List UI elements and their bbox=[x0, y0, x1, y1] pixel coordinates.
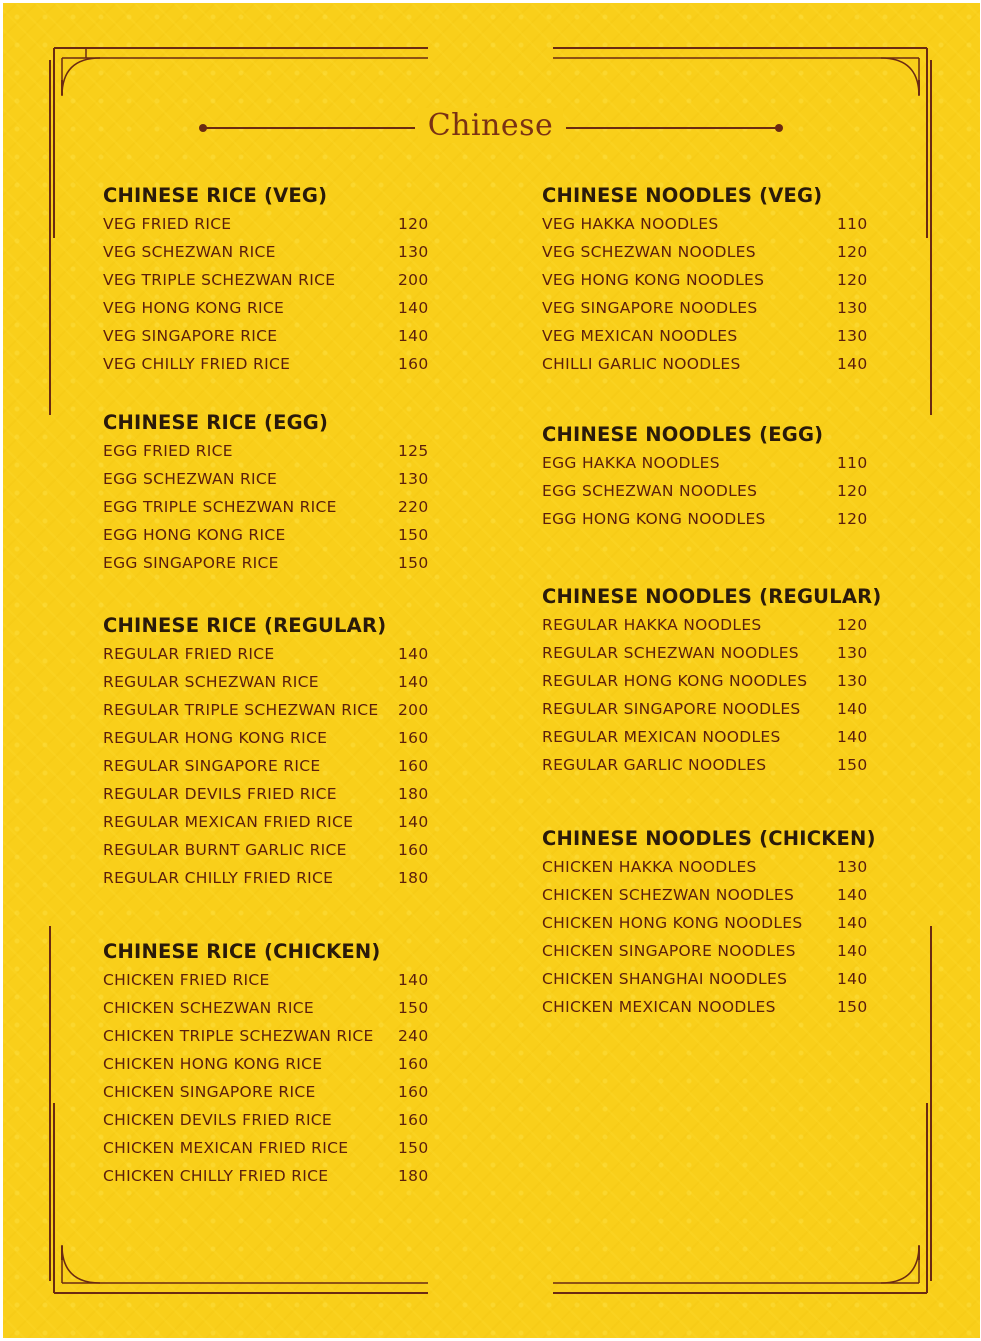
menu-item bbox=[542, 667, 881, 695]
item-price: 150 bbox=[398, 1139, 429, 1157]
item-price: 150 bbox=[398, 526, 429, 544]
item-price: 140 bbox=[398, 673, 429, 691]
item-name: REGULAR SINGAPORE NOODLES bbox=[542, 700, 801, 718]
menu-item bbox=[542, 965, 876, 993]
menu-item bbox=[542, 695, 881, 723]
section-title: CHINESE RICE (CHICKEN) bbox=[103, 940, 381, 963]
item-price: 150 bbox=[837, 998, 868, 1016]
item-name: VEG HONG KONG RICE bbox=[103, 299, 285, 317]
item-name: CHICKEN MEXICAN FRIED RICE bbox=[103, 1139, 349, 1157]
item-name: VEG MEXICAN NOODLES bbox=[542, 327, 738, 345]
menu-item bbox=[103, 210, 429, 238]
item-name: REGULAR SCHEZWAN RICE bbox=[103, 673, 319, 691]
item-name: VEG FRIED RICE bbox=[103, 215, 232, 233]
menu-item bbox=[103, 1078, 429, 1106]
menu-item bbox=[103, 1022, 429, 1050]
item-price: 150 bbox=[837, 756, 868, 774]
menu-item bbox=[542, 505, 868, 533]
item-price: 120 bbox=[837, 616, 868, 634]
menu-item bbox=[103, 322, 429, 350]
menu-item bbox=[103, 266, 429, 294]
item-name: REGULAR SCHEZWAN NOODLES bbox=[542, 644, 799, 662]
menu-item bbox=[542, 322, 868, 350]
menu-item bbox=[103, 350, 429, 378]
section-title: CHINESE NOODLES (VEG) bbox=[542, 184, 823, 207]
item-price: 140 bbox=[837, 942, 868, 960]
item-price: 120 bbox=[837, 271, 868, 289]
menu-item bbox=[542, 294, 868, 322]
item-name: REGULAR HAKKA NOODLES bbox=[542, 616, 762, 634]
item-name: EGG SINGAPORE RICE bbox=[103, 554, 279, 572]
item-name: CHICKEN HAKKA NOODLES bbox=[542, 858, 757, 876]
item-price: 140 bbox=[398, 813, 429, 831]
item-name: VEG SINGAPORE NOODLES bbox=[542, 299, 758, 317]
item-price: 140 bbox=[398, 645, 429, 663]
item-price: 140 bbox=[837, 970, 868, 988]
item-price: 160 bbox=[398, 841, 429, 859]
menu-item bbox=[103, 1106, 429, 1134]
menu-item bbox=[103, 1134, 429, 1162]
menu-item bbox=[103, 493, 429, 521]
item-name: REGULAR GARLIC NOODLES bbox=[542, 756, 767, 774]
section-title: CHINESE RICE (REGULAR) bbox=[103, 614, 387, 637]
menu-item bbox=[103, 437, 429, 465]
item-name: CHICKEN MEXICAN NOODLES bbox=[542, 998, 776, 1016]
item-price: 240 bbox=[398, 1027, 429, 1045]
menu-item bbox=[103, 966, 429, 994]
item-name: VEG SINGAPORE RICE bbox=[103, 327, 278, 345]
menu-item bbox=[542, 449, 868, 477]
item-name: CHICKEN SHANGHAI NOODLES bbox=[542, 970, 788, 988]
item-name: CHICKEN SCHEZWAN RICE bbox=[103, 999, 314, 1017]
item-name: EGG HONG KONG RICE bbox=[103, 526, 286, 544]
item-price: 160 bbox=[398, 355, 429, 373]
item-price: 180 bbox=[398, 785, 429, 803]
section-title: CHINESE NOODLES (EGG) bbox=[542, 423, 824, 446]
section-rice-regular bbox=[103, 612, 429, 892]
item-price: 150 bbox=[398, 999, 429, 1017]
item-price: 180 bbox=[398, 1167, 429, 1185]
item-name: CHICKEN HONG KONG RICE bbox=[103, 1055, 323, 1073]
item-name: EGG FRIED RICE bbox=[103, 442, 233, 460]
item-price: 140 bbox=[398, 971, 429, 989]
item-name: CHICKEN CHILLY FRIED RICE bbox=[103, 1167, 329, 1185]
section-rice-egg bbox=[103, 409, 429, 577]
section-title: CHINESE RICE (VEG) bbox=[103, 184, 328, 207]
item-name: REGULAR BURNT GARLIC RICE bbox=[103, 841, 347, 859]
item-price: 130 bbox=[398, 470, 429, 488]
section-rice-chicken bbox=[103, 938, 429, 1190]
page-title: Chinese bbox=[0, 108, 981, 143]
menu-item bbox=[542, 909, 876, 937]
menu-item bbox=[103, 640, 429, 668]
section-rice-veg bbox=[103, 182, 429, 378]
menu-item bbox=[103, 994, 429, 1022]
item-price: 140 bbox=[837, 886, 868, 904]
menu-item bbox=[103, 696, 429, 724]
menu-item bbox=[103, 668, 429, 696]
item-name: VEG CHILLY FRIED RICE bbox=[103, 355, 291, 373]
item-name: EGG SCHEZWAN NOODLES bbox=[542, 482, 758, 500]
menu-item bbox=[103, 549, 429, 577]
item-name: CHICKEN SINGAPORE NOODLES bbox=[542, 942, 796, 960]
item-price: 140 bbox=[398, 299, 429, 317]
item-price: 125 bbox=[398, 442, 429, 460]
menu-item bbox=[542, 937, 876, 965]
item-name: CHILLI GARLIC NOODLES bbox=[542, 355, 741, 373]
menu-item bbox=[103, 1162, 429, 1190]
menu-item bbox=[542, 853, 876, 881]
item-name: CHICKEN SINGAPORE RICE bbox=[103, 1083, 316, 1101]
item-price: 130 bbox=[837, 858, 868, 876]
item-name: EGG HAKKA NOODLES bbox=[542, 454, 720, 472]
item-price: 160 bbox=[398, 1111, 429, 1129]
item-price: 160 bbox=[398, 729, 429, 747]
item-price: 220 bbox=[398, 498, 429, 516]
menu-item bbox=[542, 751, 881, 779]
item-price: 140 bbox=[837, 355, 868, 373]
item-name: CHICKEN DEVILS FRIED RICE bbox=[103, 1111, 333, 1129]
item-name: EGG SCHEZWAN RICE bbox=[103, 470, 278, 488]
item-name: CHICKEN FRIED RICE bbox=[103, 971, 270, 989]
item-name: CHICKEN TRIPLE SCHEZWAN RICE bbox=[103, 1027, 374, 1045]
menu-item bbox=[542, 210, 868, 238]
item-price: 180 bbox=[398, 869, 429, 887]
item-price: 120 bbox=[837, 243, 868, 261]
item-price: 140 bbox=[837, 700, 868, 718]
item-price: 140 bbox=[398, 327, 429, 345]
section-noodles-veg bbox=[542, 182, 868, 378]
section-title: CHINESE NOODLES (CHICKEN) bbox=[542, 827, 876, 850]
item-price: 150 bbox=[398, 554, 429, 572]
menu-item bbox=[103, 238, 429, 266]
item-name: REGULAR HONG KONG RICE bbox=[103, 729, 328, 747]
section-noodles-egg bbox=[542, 421, 868, 533]
item-name: VEG SCHEZWAN NOODLES bbox=[542, 243, 756, 261]
menu-item bbox=[542, 639, 881, 667]
menu-item bbox=[542, 266, 868, 294]
menu-item bbox=[542, 350, 868, 378]
item-price: 160 bbox=[398, 1055, 429, 1073]
item-price: 160 bbox=[398, 1083, 429, 1101]
section-noodles-chicken bbox=[542, 825, 876, 1021]
item-name: REGULAR CHILLY FRIED RICE bbox=[103, 869, 334, 887]
menu-item bbox=[542, 611, 881, 639]
item-price: 140 bbox=[837, 728, 868, 746]
section-title: CHINESE RICE (EGG) bbox=[103, 411, 329, 434]
item-price: 130 bbox=[837, 299, 868, 317]
item-name: REGULAR MEXICAN FRIED RICE bbox=[103, 813, 354, 831]
section-title: CHINESE NOODLES (REGULAR) bbox=[542, 585, 882, 608]
item-price: 120 bbox=[837, 482, 868, 500]
item-name: VEG SCHEZWAN RICE bbox=[103, 243, 276, 261]
menu-item bbox=[103, 294, 429, 322]
item-price: 130 bbox=[837, 644, 868, 662]
menu-item bbox=[103, 864, 429, 892]
item-name: REGULAR DEVILS FRIED RICE bbox=[103, 785, 337, 803]
menu-item bbox=[542, 993, 876, 1021]
item-name: VEG HAKKA NOODLES bbox=[542, 215, 719, 233]
menu-item bbox=[103, 521, 429, 549]
menu-item bbox=[103, 465, 429, 493]
section-noodles-regular bbox=[542, 583, 881, 779]
item-price: 200 bbox=[398, 701, 429, 719]
menu-item bbox=[542, 723, 881, 751]
item-name: VEG TRIPLE SCHEZWAN RICE bbox=[103, 271, 336, 289]
menu-item bbox=[542, 238, 868, 266]
item-name: CHICKEN SCHEZWAN NOODLES bbox=[542, 886, 795, 904]
menu-item bbox=[103, 836, 429, 864]
item-name: CHICKEN HONG KONG NOODLES bbox=[542, 914, 803, 932]
menu-item bbox=[103, 752, 429, 780]
menu-item bbox=[542, 881, 876, 909]
item-name: VEG HONG KONG NOODLES bbox=[542, 271, 765, 289]
item-price: 110 bbox=[837, 215, 868, 233]
item-price: 120 bbox=[837, 510, 868, 528]
item-price: 200 bbox=[398, 271, 429, 289]
item-name: REGULAR SINGAPORE RICE bbox=[103, 757, 321, 775]
menu-item bbox=[103, 724, 429, 752]
menu-item bbox=[103, 780, 429, 808]
item-name: REGULAR TRIPLE SCHEZWAN RICE bbox=[103, 701, 379, 719]
item-price: 140 bbox=[837, 914, 868, 932]
menu-item bbox=[542, 477, 868, 505]
item-name: REGULAR FRIED RICE bbox=[103, 645, 275, 663]
item-price: 130 bbox=[398, 243, 429, 261]
item-price: 160 bbox=[398, 757, 429, 775]
item-price: 130 bbox=[837, 672, 868, 690]
item-price: 120 bbox=[398, 215, 429, 233]
item-price: 110 bbox=[837, 454, 868, 472]
item-name: EGG HONG KONG NOODLES bbox=[542, 510, 766, 528]
item-name: REGULAR MEXICAN NOODLES bbox=[542, 728, 781, 746]
menu-item bbox=[103, 808, 429, 836]
item-name: REGULAR HONG KONG NOODLES bbox=[542, 672, 808, 690]
menu-item bbox=[103, 1050, 429, 1078]
item-price: 130 bbox=[837, 327, 868, 345]
item-name: EGG TRIPLE SCHEZWAN RICE bbox=[103, 498, 337, 516]
